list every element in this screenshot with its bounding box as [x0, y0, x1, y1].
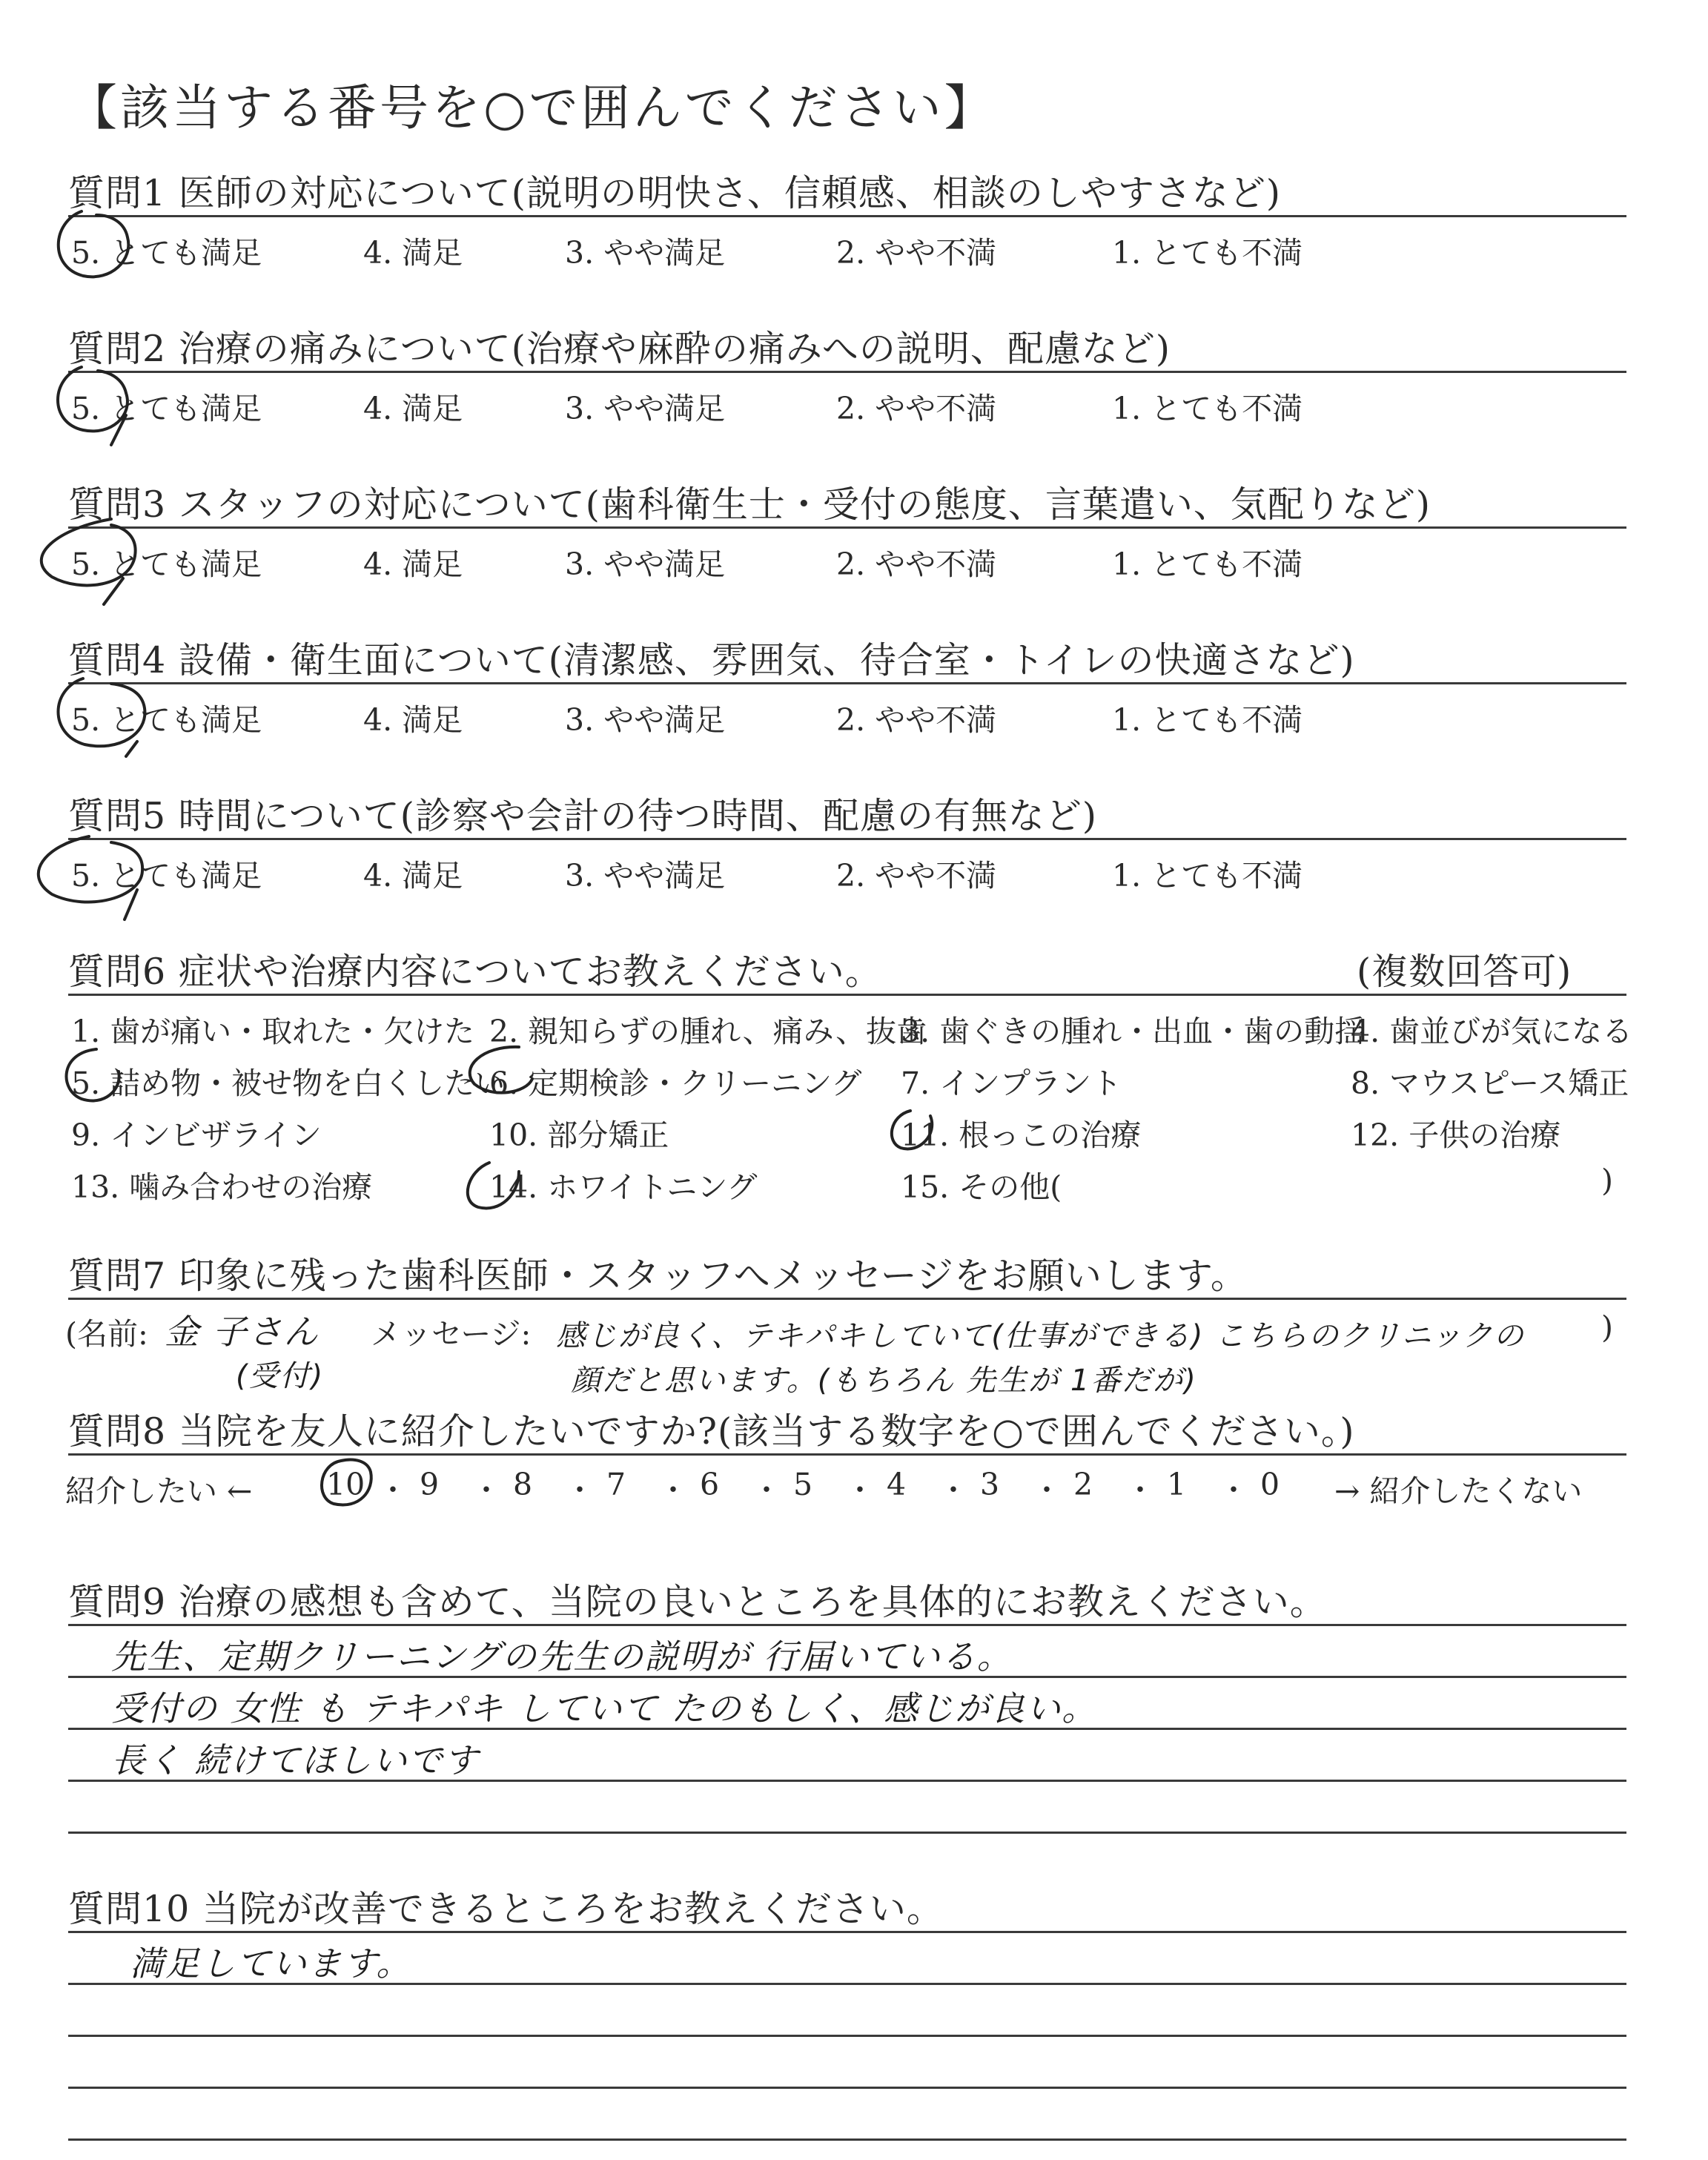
not-recommend-label: → 紹介したくない: [1334, 1473, 1583, 1509]
answer-line: [68, 1832, 1626, 1834]
symptom-option-10[interactable]: 10. 部分矯正: [489, 1117, 669, 1153]
question-title: 質問3 スタッフの対応について(歯科衛生士・受付の態度、言葉遣い、気配りなど): [68, 483, 1431, 526]
rating-option-5[interactable]: 5. とても満足: [71, 702, 262, 738]
rating-option-2[interactable]: 2. やや不満: [836, 702, 997, 738]
name-label: (名前:: [65, 1316, 148, 1352]
symptom-option-8[interactable]: 8. マウスピース矯正: [1351, 1066, 1629, 1101]
handwritten-answer-line-2[interactable]: 受付の 女性 も テキパキ していて たのもしく、感じが良い。: [111, 1688, 1098, 1728]
rating-option-1[interactable]: 1. とても不満: [1112, 858, 1303, 894]
rating-option-2[interactable]: 2. やや不満: [836, 391, 997, 426]
symptom-option-15[interactable]: 15. その他(: [901, 1169, 1062, 1205]
answer-line: [68, 2035, 1626, 2037]
symptom-option-3[interactable]: 3. 歯ぐきの腫れ・出血・歯の動揺: [901, 1014, 1366, 1049]
handwritten-answer-line-3[interactable]: 長く 続けてほしいです: [111, 1740, 480, 1780]
scale-value-6[interactable]: 6: [700, 1467, 720, 1502]
scale-value-9[interactable]: 9: [420, 1467, 440, 1502]
scale-separator: ・: [752, 1473, 781, 1507]
rating-option-1[interactable]: 1. とても不満: [1112, 702, 1303, 738]
divider: [68, 1453, 1626, 1456]
divider: [68, 215, 1626, 217]
answer-line: [68, 2087, 1626, 2089]
recommend-label: 紹介したい ←: [65, 1473, 253, 1509]
rating-option-1[interactable]: 1. とても不満: [1112, 235, 1303, 271]
form-header: 【該当する番号を○で囲んでください】: [68, 79, 996, 136]
scale-value-7[interactable]: 7: [606, 1467, 626, 1502]
divider: [68, 371, 1626, 373]
scale-value-10[interactable]: 10: [326, 1467, 365, 1502]
symptom-option-13[interactable]: 13. 噛み合わせの治療: [71, 1169, 373, 1205]
symptom-option-11[interactable]: 11. 根っこの治療: [901, 1117, 1142, 1153]
rating-option-3[interactable]: 3. やや満足: [565, 858, 726, 894]
scale-separator: ・: [1032, 1473, 1062, 1507]
symptom-option-7[interactable]: 7. インプラント: [901, 1066, 1122, 1101]
rating-option-3[interactable]: 3. やや満足: [565, 391, 726, 426]
handwritten-answer-line-1[interactable]: 満足しています。: [130, 1943, 412, 1984]
rating-option-3[interactable]: 3. やや満足: [565, 235, 726, 271]
answer-line: [68, 2138, 1626, 2141]
divider: [68, 526, 1626, 529]
rating-option-4[interactable]: 4. 満足: [363, 546, 463, 582]
divider: [68, 838, 1626, 840]
question-title: 質問4 設備・衛生面について(清潔感、雰囲気、待合室・トイレの快適さなど): [68, 639, 1355, 681]
question-title: 質問1 医師の対応について(説明の明快さ、信頼感、相談のしやすさなど): [68, 172, 1282, 214]
rating-option-2[interactable]: 2. やや不満: [836, 858, 997, 894]
scale-value-1[interactable]: 1: [1167, 1467, 1187, 1502]
scale-separator: ・: [565, 1473, 595, 1507]
scale-value-8[interactable]: 8: [513, 1467, 533, 1502]
divider: [68, 1298, 1626, 1300]
handwritten-answer-line-1[interactable]: 先生、定期クリーニングの先生の説明が 行届いている。: [111, 1636, 1013, 1677]
symptom-option-9[interactable]: 9. インビザライン: [71, 1117, 322, 1153]
rating-option-1[interactable]: 1. とても不満: [1112, 546, 1303, 582]
symptom-option-1[interactable]: 1. 歯が痛い・取れた・欠けた: [71, 1014, 475, 1049]
handwritten-message-line-1[interactable]: 感じが良く、テキパキしていて(仕事ができる) こちらのクリニックの: [556, 1319, 1525, 1353]
question-title: 質問2 治療の痛みについて(治療や麻酔の痛みへの説明、配慮など): [68, 328, 1171, 370]
rating-option-2[interactable]: 2. やや不満: [836, 235, 997, 271]
divider: [68, 682, 1626, 684]
rating-option-2[interactable]: 2. やや不満: [836, 546, 997, 582]
scale-separator: ・: [471, 1473, 501, 1507]
handwritten-message-line-2[interactable]: 顔だと思います。(もちろん 先生が 1番だが): [571, 1364, 1197, 1398]
rating-option-3[interactable]: 3. やや満足: [565, 546, 726, 582]
scale-separator: ・: [845, 1473, 875, 1507]
handwritten-name[interactable]: 金 子さん: [165, 1312, 320, 1352]
scale-separator: ・: [1125, 1473, 1155, 1507]
scale-value-4[interactable]: 4: [887, 1467, 907, 1502]
rating-option-5[interactable]: 5. とても満足: [71, 235, 262, 271]
symptom-option-12[interactable]: 12. 子供の治療: [1351, 1117, 1561, 1153]
rating-option-4[interactable]: 4. 満足: [363, 702, 463, 738]
scale-value-0[interactable]: 0: [1260, 1467, 1280, 1502]
question-title: 質問6 症状や治療内容についてお教えください。: [68, 951, 882, 993]
scale-separator: ・: [939, 1473, 968, 1507]
symptom-option-4[interactable]: 4. 歯並びが気になる: [1351, 1014, 1633, 1049]
question-title: 質問5 時間について(診察や会計の待つ時間、配慮の有無など): [68, 795, 1098, 837]
rating-option-3[interactable]: 3. やや満足: [565, 702, 726, 738]
rating-option-1[interactable]: 1. とても不満: [1112, 391, 1303, 426]
divider: [68, 1931, 1626, 1933]
question-title: 質問9 治療の感想も含めて、当院の良いところを具体的にお教えください。: [68, 1581, 1327, 1623]
question-title: 質問10 当院が改善できるところをお教えください。: [68, 1888, 944, 1930]
scale-value-5[interactable]: 5: [793, 1467, 813, 1502]
scale-separator: ・: [658, 1473, 688, 1507]
divider: [68, 994, 1626, 996]
divider: [68, 1624, 1626, 1626]
scale-separator: ・: [378, 1473, 408, 1507]
message-label: メッセージ:: [371, 1316, 532, 1352]
rating-option-5[interactable]: 5. とても満足: [71, 858, 262, 894]
symptom-option-6[interactable]: 6. 定期検診・クリーニング: [489, 1066, 862, 1101]
rating-option-5[interactable]: 5. とても満足: [71, 391, 262, 426]
symptom-option-2[interactable]: 2. 親知らずの腫れ、痛み、抜歯: [489, 1014, 927, 1049]
rating-option-4[interactable]: 4. 満足: [363, 858, 463, 894]
other-close-paren: ): [1601, 1163, 1613, 1198]
question-title: 質問7 印象に残った歯科医師・スタッフへメッセージをお願いします。: [68, 1255, 1248, 1297]
rating-option-4[interactable]: 4. 満足: [363, 235, 463, 271]
scale-value-2[interactable]: 2: [1073, 1467, 1093, 1502]
question-title: 質問8 当院を友人に紹介したいですか?(該当する数字を○で囲んでください。): [68, 1410, 1355, 1453]
multiple-answer-note: (複数回答可): [1357, 951, 1572, 993]
message-close-paren: ): [1601, 1309, 1613, 1345]
symptom-option-5[interactable]: 5. 詰め物・被せ物を白くしたい: [71, 1066, 506, 1101]
scale-separator: ・: [1219, 1473, 1248, 1507]
scale-value-3[interactable]: 3: [980, 1467, 1000, 1502]
rating-option-5[interactable]: 5. とても満足: [71, 546, 262, 582]
symptom-option-14[interactable]: 14. ホワイトニング: [489, 1169, 758, 1205]
handwritten-name-note: (受付): [236, 1359, 325, 1393]
rating-option-4[interactable]: 4. 満足: [363, 391, 463, 426]
